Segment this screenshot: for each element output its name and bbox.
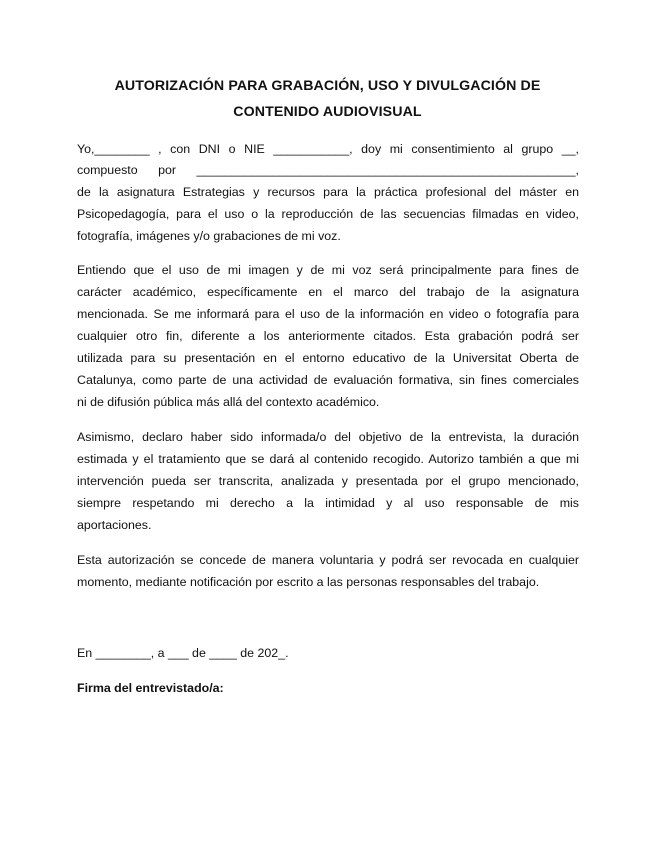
paragraph-1-line: compuesto por _______________________________________________________, <box>77 163 579 177</box>
paragraph-3-line: aportaciones. <box>77 518 152 532</box>
paragraph-3-line: Asimismo, declaro haber sido informada/o del objetivo de la entrevista, la duración <box>77 430 579 444</box>
paragraph-3-line: siempre respetando mi derecho a la intimidad y al uso responsable de mis <box>77 496 579 510</box>
paragraph-1-line: de la asignatura Estrategias y recursos para la práctica profesional del máster en <box>77 185 579 199</box>
paragraph-2-line: carácter académico, específicamente en el marco del trabajo de la asignatura <box>77 285 579 299</box>
paragraph-2-line: utilizada para su presentación en el entorno educativo de la Universitat Oberta de <box>77 351 579 365</box>
paragraph-1-line: fotografía, imágenes y/o grabaciones de mi voz. <box>77 229 341 243</box>
paragraph-2-line: ni de difusión pública más allá del contexto académico. <box>77 395 380 409</box>
paragraph-2-line: mencionada. Se me informará para el uso de la información en video o fotografía para <box>77 307 579 321</box>
document-title-line-1: AUTORIZACIÓN PARA GRABACIÓN, USO Y DIVULGACIÓN DE <box>114 78 541 94</box>
paragraph-2-line: cualquier otro fin, diferente a los anteriormente citados. Esta grabación podrá ser <box>77 329 579 343</box>
paragraph-1-line: Yo,________ , con DNI o NIE ___________, doy mi consentimiento al grupo __, <box>77 142 579 156</box>
paragraph-3-line: intervención pueda ser transcrita, analizada y presentada por el grupo mencionado, <box>77 474 579 488</box>
paragraph-3-line: estimada y el tratamiento que se dará al contenido recogido. Autorizo también a que mi <box>77 452 579 466</box>
signature-label: Firma del entrevistado/a: <box>77 681 224 695</box>
paragraph-2-line: Entiendo que el uso de mi imagen y de mi voz será principalmente para fines de <box>77 263 579 277</box>
paragraph-4-line: Esta autorización se concede de manera voluntaria y podrá ser revocada en cualquier <box>77 553 579 567</box>
paragraph-4-line: momento, mediante notificación por escrito a las personas responsables del trabajo. <box>77 575 540 589</box>
document-title-line-2: CONTENIDO AUDIOVISUAL <box>233 104 422 120</box>
paragraph-1-line: Psicopedagogía, para el uso o la reproducción de las secuencias filmadas en video, <box>77 207 579 221</box>
paragraph-2-line: Catalunya, como parte de una actividad de evaluación formativa, sin fines comerciales <box>77 373 579 387</box>
date-line: En ________, a ___ de ____ de 202_. <box>77 646 289 660</box>
